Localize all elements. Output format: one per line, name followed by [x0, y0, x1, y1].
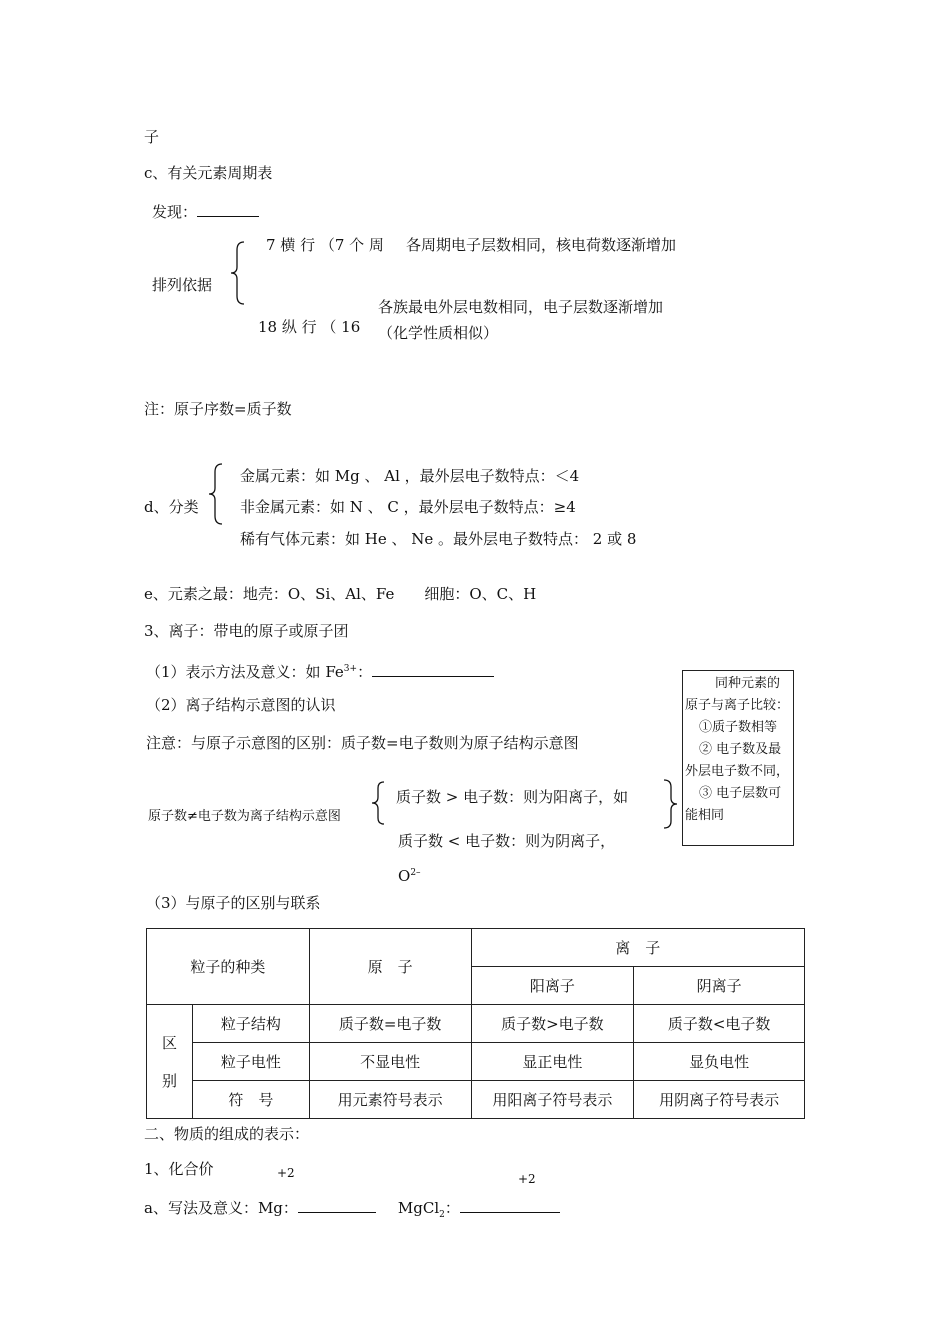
box-line: ③ 电子层数可 — [699, 786, 782, 801]
table-row — [147, 1081, 805, 1119]
nonmetal-line: 非金属元素：如 N 、 C ，最外层电子数特点：≥4 — [240, 498, 576, 516]
box-line: 能相同 — [685, 808, 725, 823]
cell-anion: 用阴离子符号表示 — [634, 1081, 805, 1119]
ion3-line: （3）与原子的区别与联系 — [146, 894, 321, 912]
cell-atom: 用元素符号表示 — [309, 1081, 471, 1119]
row7-label: 7 横 行 （7 个 周 — [266, 236, 384, 254]
mgcl-colon: ： — [444, 1199, 460, 1217]
comparison-box — [682, 670, 794, 846]
note-line: 注：原子序数=质子数 — [144, 400, 292, 418]
box-line: 同种元素的 — [715, 676, 781, 691]
ion1-blank — [372, 662, 494, 677]
col18-desc-2: （化学性质相似） — [378, 324, 499, 342]
comparison-table — [146, 928, 805, 1119]
neq-label: 原子数≠电子数为离子结构示意图 — [148, 809, 341, 824]
header-atom: 原 子 — [309, 929, 471, 1005]
a-prefix: a、写法及意义： — [144, 1199, 258, 1217]
col18-desc-1: 各族最电外层电数相同，电子层数逐渐增加 — [378, 298, 664, 316]
mgcl-blank — [460, 1198, 560, 1213]
box-line: ①质子数相等 — [699, 720, 778, 735]
mg-label: Mg： — [257, 1199, 298, 1217]
arrange-basis-label: 排列依据 — [152, 276, 213, 294]
right-brace-icon — [660, 778, 680, 830]
d-label: d、分类 — [144, 498, 199, 516]
box-line: ② 电子数及最 — [699, 742, 782, 757]
header-anion: 阴离子 — [634, 967, 805, 1005]
o-superscript: 2– — [410, 868, 421, 878]
attention-line: 注意：与原子示意图的区别：质子数=电子数则为原子结构示意图 — [146, 734, 579, 752]
row-label: 粒子结构 — [192, 1005, 309, 1043]
ion1-prefix: （1）表示方法及意义：如 Fe — [146, 663, 344, 681]
ion2-line: （2）离子结构示意图的认识 — [146, 696, 336, 714]
row-label: 符 号 — [192, 1081, 309, 1119]
cell-atom: 不显电性 — [309, 1043, 471, 1081]
mg-blank — [298, 1198, 376, 1213]
diff-label-2: 别 — [161, 1071, 177, 1090]
cell-atom: 质子数=电子数 — [309, 1005, 471, 1043]
table-row — [147, 1043, 805, 1081]
left-brace-icon — [228, 240, 248, 306]
diff-label-1: 区 — [161, 1033, 177, 1052]
header-ion: 离 子 — [471, 929, 804, 967]
e-line: e、元素之最：地壳：O、Si、Al、Fe 细胞：O、C、H — [144, 585, 537, 603]
plus2-mg: +2 — [277, 1166, 295, 1180]
a-line — [144, 1198, 560, 1224]
header-cation: 阳离子 — [471, 967, 634, 1005]
table-row — [147, 1005, 805, 1043]
plus2-mgcl2: +2 — [518, 1172, 536, 1186]
box-line: 外层电子数不同， — [685, 764, 790, 779]
left-brace-icon — [368, 780, 388, 826]
gt-line: 质子数 > 电子数：则为阳离子，如 — [396, 788, 629, 806]
ion-title: 3、离子：带电的原子或原子团 — [144, 622, 349, 640]
o-ion — [398, 864, 421, 885]
metal-line: 金属元素：如 Mg 、 Al ，最外层电子数特点：＜4 — [240, 467, 580, 485]
discover-blank — [197, 202, 259, 217]
mgcl-label: MgCl — [397, 1199, 440, 1217]
valence-title: 1、化合价 — [144, 1160, 214, 1178]
header-kind: 粒子的种类 — [147, 929, 310, 1005]
o-symbol: O — [398, 867, 411, 885]
cell-anion: 质子数<电子数 — [634, 1005, 805, 1043]
discover-line — [152, 202, 259, 221]
c-title: c、有关元素周期表 — [144, 164, 273, 182]
section2-title: 二、物质的组成的表示： — [144, 1125, 310, 1143]
mgcl-subscript: 2 — [439, 1210, 445, 1220]
cell-cation: 显正电性 — [471, 1043, 634, 1081]
left-brace-icon — [206, 462, 226, 526]
ion1-superscript: 3+ — [343, 664, 358, 674]
col18-label: 18 纵 行 （ 16 — [258, 318, 361, 336]
ion1-line — [146, 660, 494, 681]
box-line: 原子与离子比较： — [685, 698, 790, 713]
text-zi: 子 — [144, 128, 160, 146]
ion1-colon: ： — [357, 663, 373, 681]
row-label: 粒子电性 — [192, 1043, 309, 1081]
diff-label — [147, 1005, 193, 1119]
discover-label: 发现： — [152, 203, 198, 221]
cell-cation: 用阳离子符号表示 — [471, 1081, 634, 1119]
noble-line: 稀有气体元素：如 He 、 Ne 。最外层电子数特点： 2 或 8 — [240, 530, 637, 548]
lt-line: 质子数 < 电子数：则为阴离子， — [398, 832, 616, 850]
cell-anion: 显负电性 — [634, 1043, 805, 1081]
row7-desc: 各周期电子层数相同，核电荷数逐渐增加 — [406, 236, 677, 254]
cell-cation: 质子数>电子数 — [471, 1005, 634, 1043]
